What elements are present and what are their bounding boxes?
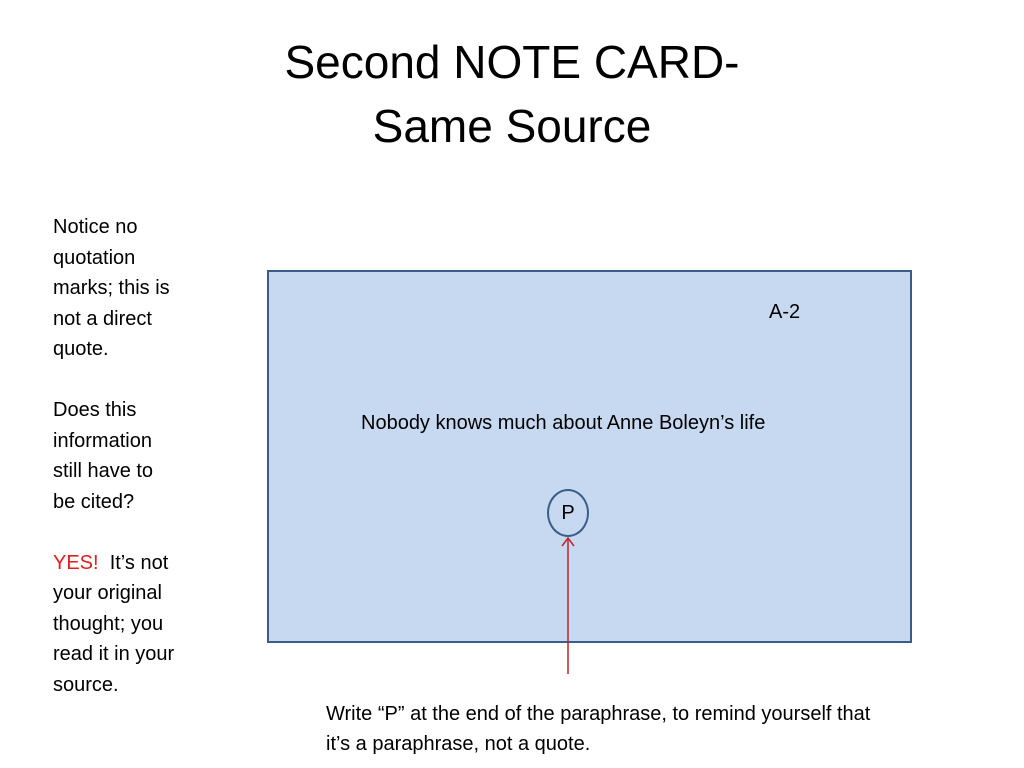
side-note-line: marks; this is <box>53 277 170 299</box>
instruction-note: Write “P” at the end of the paraphrase, to remind yourself that it’s a paraphrase, not a quote. <box>326 703 871 755</box>
side-note-line: information <box>53 429 152 452</box>
side-note-line: still have to <box>53 460 154 482</box>
side-note-line: source. <box>53 673 119 696</box>
paraphrase-marker <box>547 489 589 537</box>
side-note-line: be cited? <box>53 490 135 513</box>
side-note-line: not a direct <box>53 307 152 330</box>
side-note-line <box>53 548 213 579</box>
note-card <box>267 270 912 643</box>
paragraph-gap <box>53 365 213 396</box>
paraphrase-marker-label: P <box>561 501 575 524</box>
slide-title-line-2: Same Source <box>372 100 652 152</box>
arrow-icon <box>556 536 580 676</box>
yes-emphasis: YES! <box>53 551 99 574</box>
side-note-line: quotation <box>53 246 136 269</box>
side-note-line: thought; you <box>53 612 164 635</box>
side-note-line: quote. <box>53 338 109 360</box>
side-note-text: It’s not <box>98 551 169 574</box>
card-source-id: A-2 <box>769 301 801 323</box>
card-paraphrase-text: Nobody knows much about Anne Boleyn’s life <box>361 412 766 434</box>
side-note <box>53 212 213 700</box>
paragraph-gap <box>53 517 213 548</box>
side-note-line: your original <box>53 582 162 604</box>
side-note-line: Does this <box>53 399 137 421</box>
slide-title <box>112 30 912 158</box>
side-note-line: read it in your <box>53 643 175 665</box>
slide-title-line-1: Second NOTE CARD- <box>284 36 740 88</box>
side-note-line: Notice no <box>53 216 138 238</box>
